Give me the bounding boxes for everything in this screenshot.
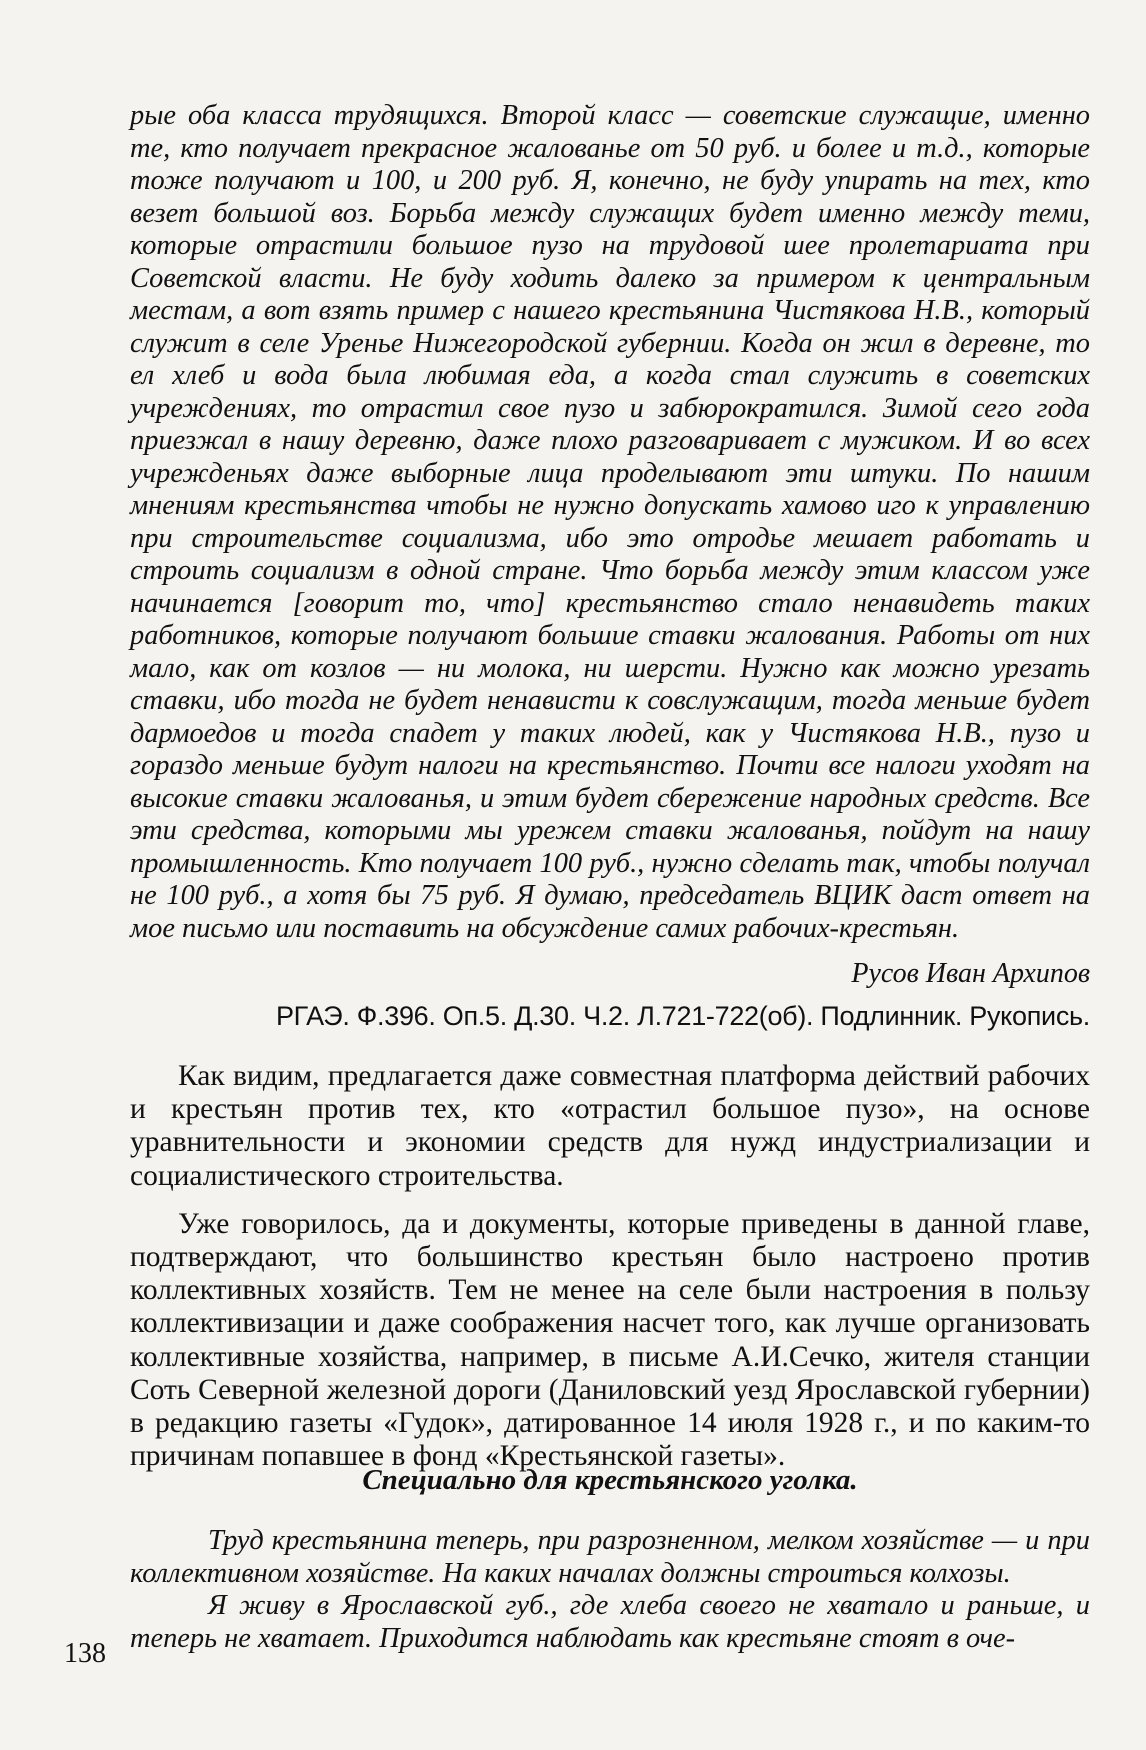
author-commentary xyxy=(130,1060,1090,1473)
second-letter xyxy=(130,1525,1090,1655)
archive-reference: РГАЭ. Ф.396. Оп.5. Д.30. Ч.2. Л.721-722(об). Подлинник. Рукопись. xyxy=(275,1001,1090,1031)
page-number: 138 xyxy=(64,1638,106,1669)
letter-signature: Русов Иван Архипов xyxy=(851,958,1090,989)
body-paragraph-2: Уже говорилось, да и документы, которые приведены в данной главе, подтверждают, что большинство крестьян было настроено против коллективных хозяйств. Тем не менее на селе были настроения в пользу коллективизации и даже соображения насчет того, как лучше организовать коллективные хозяйства, например, в письме А.И.Сечко, жителя станции Соть Северной железной дороги (Даниловский уезд Ярославской губернии) в редакцию газеты «Гудок», датированное 14 июля 1928 г., и по каким-то причинам попавшее в фонд «Крестьянской газеты». xyxy=(130,1207,1090,1473)
section-heading: Специально для крестьянского уголка. xyxy=(362,1464,858,1496)
body-paragraph-1: Как видим, предлагается даже совместная платформа действий рабочих и крестьян против тех, кто «отрастил большое пузо», на основе уравнительности и экономии средств для нужд индустриализации и социалистического строительства. xyxy=(130,1060,1090,1192)
letter2-paragraph-1: Труд крестьянина теперь, при разрозненном, мелком хозяйстве — и при коллективном хозяйстве. На каких началах должны строиться колхозы. xyxy=(130,1525,1090,1589)
letter2-paragraph-2: Я живу в Ярославской губ., где хлеба своего не хватало и раньше, и теперь не хватает. Приходится наблюдать как крестьяне стоят в оче- xyxy=(130,1590,1090,1654)
letter-paragraph: рые оба класса трудящихся. Второй класс — советские служащие, именно те, кто получает прекрасное жалованье от 50 руб. и более и т.д., которые тоже получают и 100, и 200 руб. Я, конечно, не буду упирать на тех, кто везет большой воз. Борьба между служащих будет именно между теми, которые отрастили большое пузо на трудовой шее пролетариата при Советской власти. Не буду ходить далеко за примером к центральным местам, а вот взять пример с нашего крестьянина Чистякова Н.В., который служит в селе Уренье Нижегородской губернии. Когда он жил в деревне, то ел хлеб и вода была любимая еда, а когда стал служить в советских учреждениях, то отрастил свое пузо и забюрократился. Зимой сего года приезжал в нашу деревню, даже плохо разговаривает с мужиком. И во всех учрежденьях даже выборные лица проделывают эти штуки. По нашим мнениям крестьянства чтобы не нужно допускать хамово иго к управлению при строительстве социализма, ибо это отродье мешает работать и строить социализм в одной стране. Что борьба между этим классом уже начинается [говорит то, что] крестьянство стало ненавидеть таких работников, которые получают большие ставки жалования. Работы от них мало, как от козлов — ни молока, ни шерсти. Нужно как можно урезать ставки, ибо тогда не будет ненависти к совслужащим, тогда меньше будет дармоедов и тогда спадет у таких людей, как у Чистякова Н.В., пузо и гораздо меньше будут налоги на крестьянство. Почти все налоги уходят на высокие ставки жалованья, и этим будет сбережение народных средств. Все эти средства, которыми мы урежем ставки жалованья, пойдут на нашу промышленность. Кто получает 100 руб., нужно сделать так, чтобы получал не 100 руб., а хотя бы 75 руб. Я думаю, председатель ВЦИК даст ответ на мое письмо или поставить на обсуждение самих рабочих-крестьян. xyxy=(130,100,1090,944)
quoted-letter xyxy=(130,100,1090,945)
